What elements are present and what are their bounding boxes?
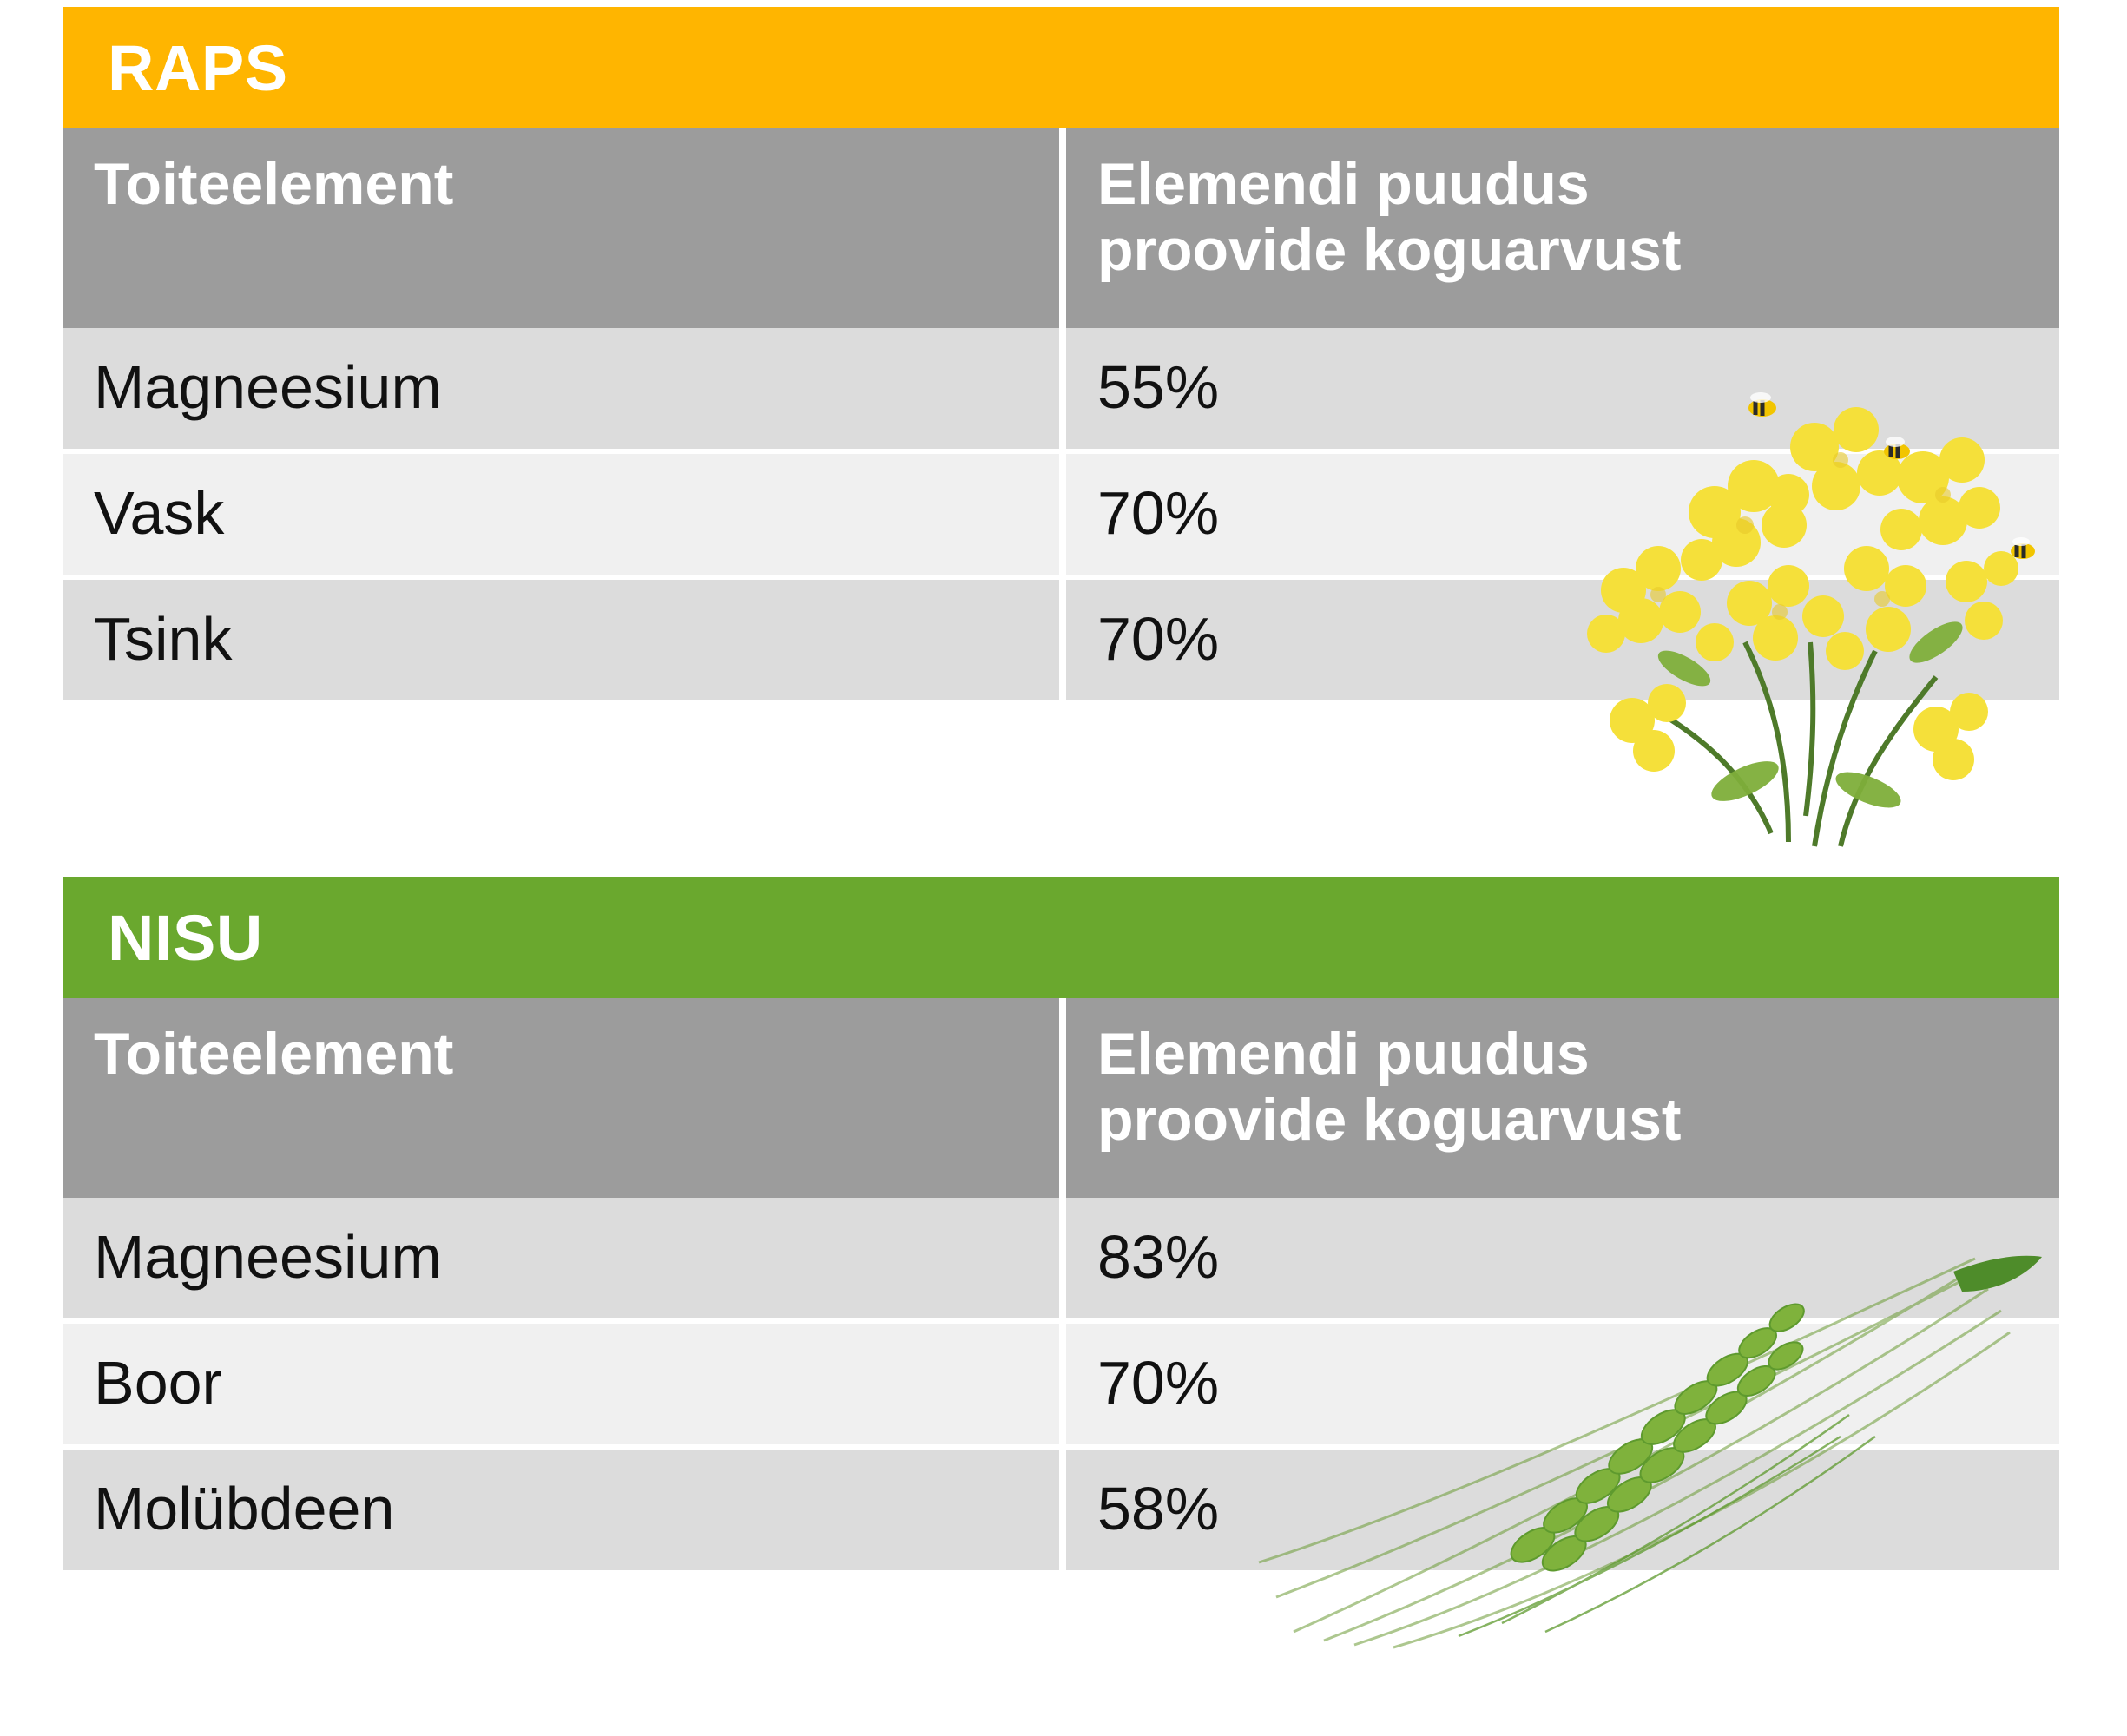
crop-title-raps: RAPS	[63, 7, 2059, 128]
table-row	[63, 454, 2059, 580]
crop-title-nisu: NISU	[63, 877, 2059, 998]
cell-deficiency: 70%	[1066, 454, 2059, 580]
cell-element: Magneesium	[63, 328, 1066, 454]
cell-deficiency: 83%	[1066, 1198, 2059, 1324]
column-header-element: Toiteelement	[63, 128, 1066, 328]
cell-deficiency: 55%	[1066, 328, 2059, 454]
nutrient-table-nisu	[63, 998, 2059, 1575]
cell-element: Magneesium	[63, 1198, 1066, 1324]
column-header-deficiency-line2: proovide koguarvust	[1097, 217, 1682, 284]
table-row	[63, 1324, 2059, 1450]
column-header-deficiency-line1: Elemendi puudus	[1097, 151, 1590, 217]
table-row	[63, 1450, 2059, 1575]
cell-element: Boor	[63, 1324, 1066, 1450]
table-header-row	[63, 998, 2059, 1198]
cell-deficiency: 70%	[1066, 580, 2059, 706]
cell-deficiency: 58%	[1066, 1450, 2059, 1575]
table-row	[63, 328, 2059, 454]
cell-element: Molübdeen	[63, 1450, 1066, 1575]
column-header-deficiency-line2: proovide koguarvust	[1097, 1087, 1682, 1154]
column-header-deficiency	[1066, 128, 2059, 328]
crop-section-nisu	[63, 877, 2059, 1575]
nutrient-table-raps	[63, 128, 2059, 706]
column-header-element: Toiteelement	[63, 998, 1066, 1198]
cell-element: Vask	[63, 454, 1066, 580]
cell-element: Tsink	[63, 580, 1066, 706]
column-header-deficiency	[1066, 998, 2059, 1198]
cell-deficiency: 70%	[1066, 1324, 2059, 1450]
table-row	[63, 580, 2059, 706]
table-row	[63, 1198, 2059, 1324]
crop-section-raps	[63, 7, 2059, 706]
table-header-row	[63, 128, 2059, 328]
column-header-deficiency-line1: Elemendi puudus	[1097, 1021, 1590, 1087]
